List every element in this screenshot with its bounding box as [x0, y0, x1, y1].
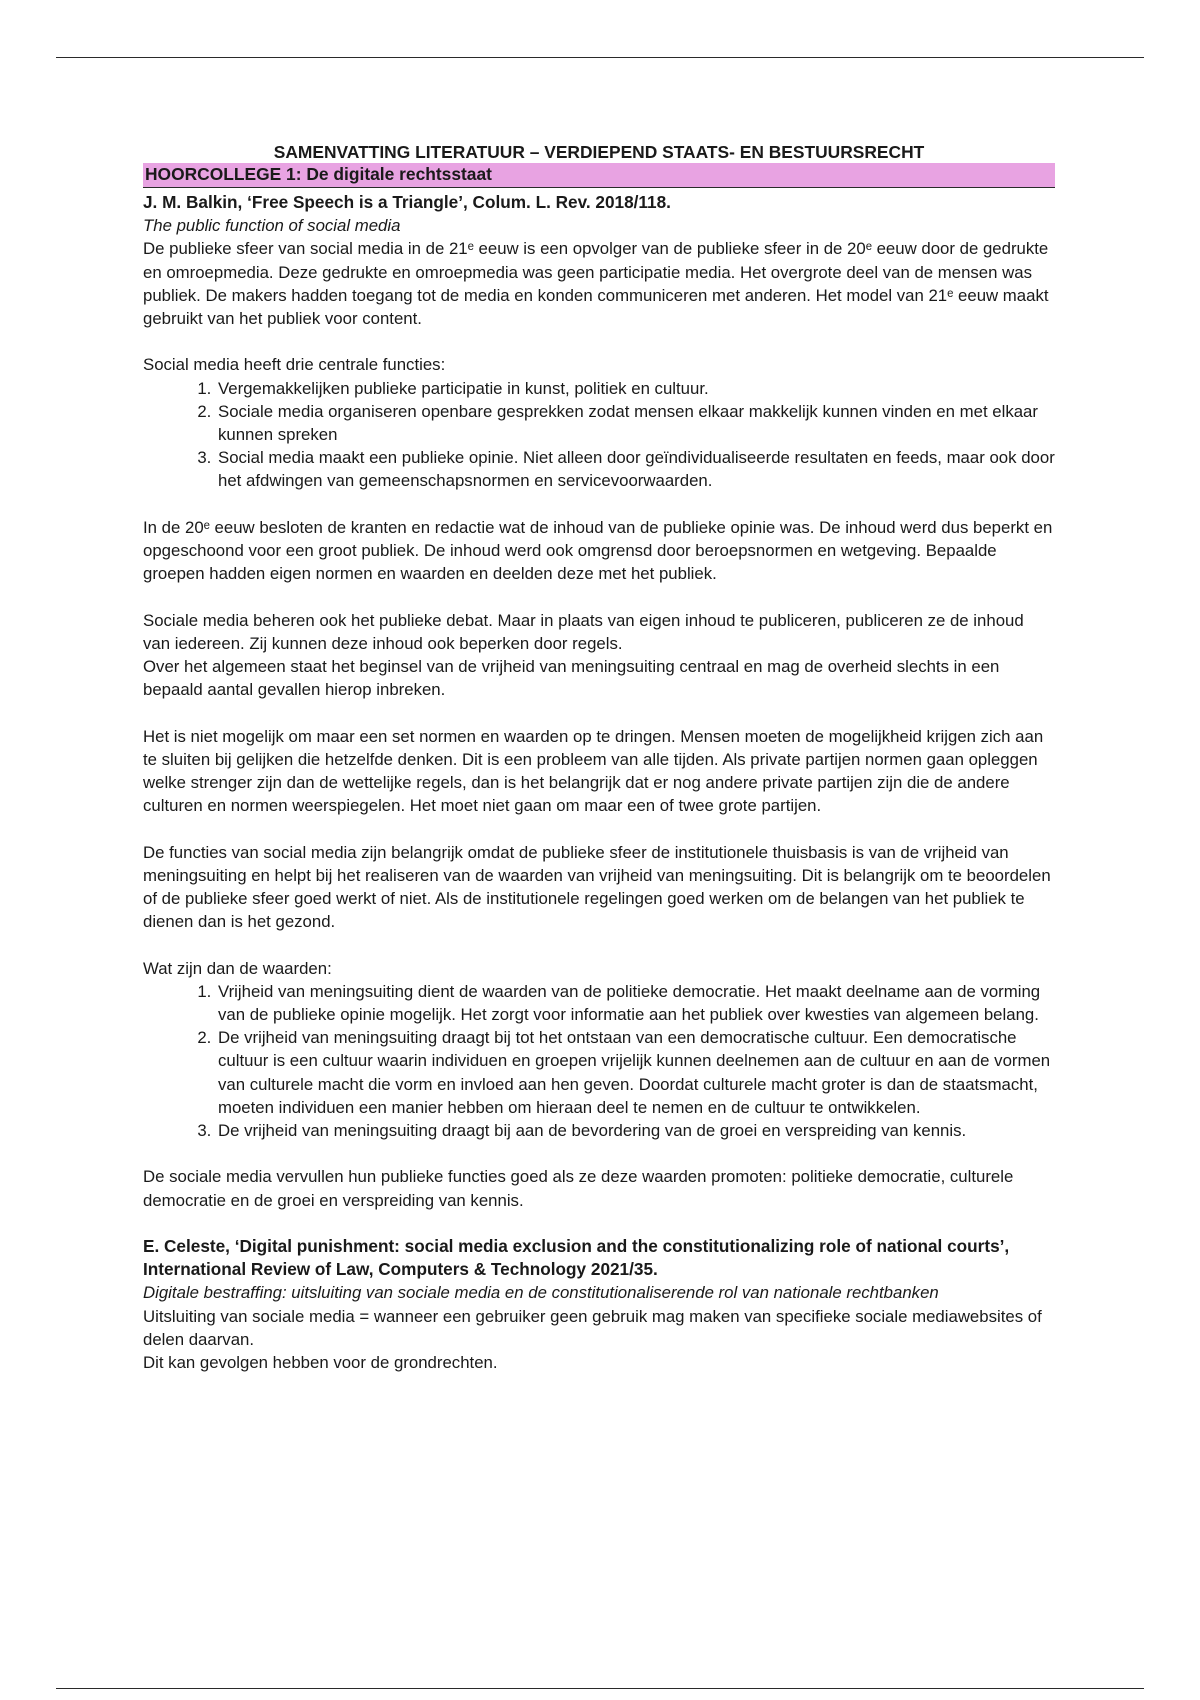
functions-list [143, 377, 1055, 493]
document-title: SAMENVATTING LITERATUUR – VERDIEPEND STAATS- EN BESTUURSRECHT [273, 142, 925, 162]
header-rule [56, 57, 1144, 58]
paragraph: De sociale media vervullen hun publieke functies goed als ze deze waarden promoten: politieke democratie, culturele democratie en de groei en verspreiding van kennis. [143, 1167, 1014, 1210]
reference-balkin: J. M. Balkin, ‘Free Speech is a Triangle’, Colum. L. Rev. 2018/118. [143, 192, 671, 212]
paragraph: Wat zijn dan de waarden: [143, 958, 332, 978]
list-item: 2. De vrijheid van meningsuiting draagt bij tot het ontstaan van een democratische cultuur. Een democratische cultuur is een cultuur waarin individuen en groepen vrijelijk kunnen deelnemen aan de cultuur en aan de vormen van culturele macht die vorm en invloed aan hen geven. Doordat culturele macht groter is dan de staatsmacht, moeten individuen een manier hebben om hieraan deel te nemen en de cultuur te ontwikkelen. [216, 1026, 1055, 1119]
reference-celeste: E. Celeste, ‘Digital punishment: social media exclusion and the constitutionalizing role of national courts’, International Review of Law, Computers & Technology 2021/35. [143, 1236, 1010, 1280]
paragraph: De publieke sfeer van social media in de 21ᵉ eeuw is een opvolger van de publieke sfeer in de 20ᵉ eeuw door de gedrukte en omroepmedia. Deze gedrukte en omroepmedia was geen participatie media. Het overgrote deel van de mensen was publiek. De makers hadden toegang tot de media en konden communiceren met anderen. Het model van 21ᵉ eeuw maakt gebruikt van het publiek voor content. [143, 239, 1049, 329]
lecture-heading: HOORCOLLEGE 1: De digitale rechtsstaat [143, 163, 1055, 188]
document-body [143, 141, 1055, 1374]
paragraph: Sociale media beheren ook het publieke debat. Maar in plaats van eigen inhoud te publiceren, publiceren ze de inhoud van iedereen. Zij kunnen deze inhoud ook beperken door regels. [143, 610, 1024, 653]
subtitle-digital-punishment: Digitale bestraffing: uitsluiting van sociale media en de constitutionaliserende rol van nationale rechtbanken [143, 1283, 939, 1303]
paragraph: Over het algemeen staat het beginsel van de vrijheid van meningsuiting centraal en mag de overheid slechts in een bepaald aantal gevallen hierop inbreken. [143, 657, 1000, 700]
paragraph: De functies van social media zijn belangrijk omdat de publieke sfeer de institutionele thuisbasis is van de vrijheid van meningsuiting en helpt bij het realiseren van de waarden van vrijheid van meningsuiting. Dit is belangrijk om te beoordelen of de publieke sfeer goed werkt of niet. Als de institutionele regelingen goed werken om de belangen van het publiek te dienen dan is het gezond. [143, 842, 1051, 932]
paragraph: Dit kan gevolgen hebben voor de grondrechten. [143, 1353, 498, 1373]
footer-rule [56, 1688, 1144, 1689]
list-item: 3. Social media maakt een publieke opinie. Niet alleen door geïndividualiseerde resultaten en feeds, maar ook door het afdwingen van gemeenschapsnormen en servicevoorwaarden. [216, 446, 1055, 492]
list-item: 1. Vergemakkelijken publieke participatie in kunst, politiek en cultuur. [216, 377, 1055, 400]
subtitle-public-function: The public function of social media [143, 216, 401, 236]
paragraph: Social media heeft drie centrale functies: [143, 355, 446, 375]
paragraph: Het is niet mogelijk om maar een set normen en waarden op te dringen. Mensen moeten de mogelijkheid krijgen zich aan te sluiten bij gelijken die hetzelfde denken. Dit is een probleem van alle tijden. Als private partijen normen gaan opleggen welke strenger zijn dan de wettelijke regels, dan is het belangrijk dat er nog andere private partijen zijn die de andere culturen en normen weerspiegelen. Het moet niet gaan om maar een of twee grote partijen. [143, 726, 1044, 816]
list-item: 3. De vrijheid van meningsuiting draagt bij aan de bevordering van de groei en verspreiding van kennis. [216, 1119, 1055, 1142]
paragraph: In de 20ᵉ eeuw besloten de kranten en redactie wat de inhoud van de publieke opinie was. De inhoud werd dus beperkt en opgeschoond voor een groot publiek. De inhoud werd ook omgrensd door beroepsnormen en wetgeving. Bepaalde groepen hadden eigen normen en waarden en deelden deze met het publiek. [143, 517, 1053, 584]
values-list [143, 980, 1055, 1142]
list-item: 1. Vrijheid van meningsuiting dient de waarden van de politieke democratie. Het maakt deelname aan de vorming van de publieke opinie mogelijk. Het zorgt voor informatie aan het publiek over kwesties van algemeen belang. [216, 980, 1055, 1026]
paragraph: Uitsluiting van sociale media = wanneer een gebruiker geen gebruik mag maken van specifieke sociale mediawebsites of delen daarvan. [143, 1306, 1042, 1349]
list-item: 2. Sociale media organiseren openbare gesprekken zodat mensen elkaar makkelijk kunnen vinden en met elkaar kunnen spreken [216, 400, 1055, 446]
